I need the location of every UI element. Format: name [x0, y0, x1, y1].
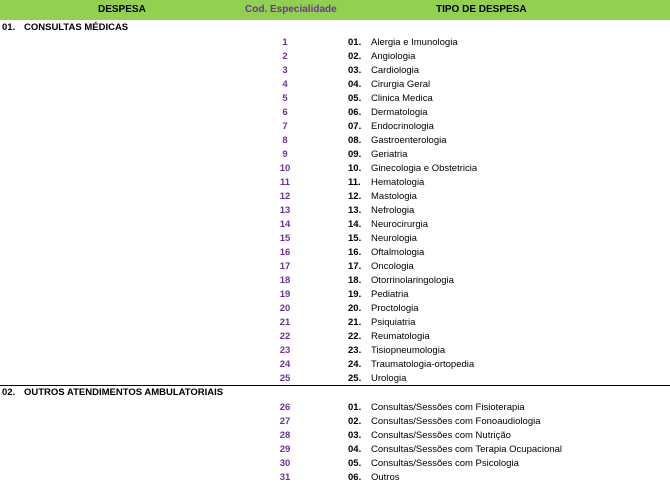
table-row	[0, 330, 670, 344]
specialty-code: 1	[282, 37, 288, 48]
table-row	[0, 204, 670, 218]
section-title	[2, 22, 128, 33]
item-number: 03.	[348, 65, 362, 76]
specialty-code: 24	[279, 359, 291, 370]
item-number: 01.	[348, 402, 362, 413]
specialty-code: 17	[279, 261, 291, 272]
table-row	[0, 232, 670, 246]
item-name: Traumatologia-ortopedia	[371, 359, 475, 370]
item-name: Alergia e Imunologia	[371, 37, 458, 48]
item-name: Consultas/Sessões com Fonoaudiologia	[371, 416, 541, 427]
table-row	[0, 372, 670, 386]
table-row	[0, 302, 670, 316]
specialty-code: 26	[279, 402, 291, 413]
specialty-code: 9	[282, 149, 288, 160]
item-name: Oncologia	[371, 261, 414, 272]
item-name: Cirurgia Geral	[371, 79, 431, 90]
specialty-code: 8	[282, 135, 288, 146]
specialty-code: 3	[282, 65, 288, 76]
item-number: 07.	[348, 121, 362, 132]
table-row	[0, 134, 670, 148]
specialty-code: 21	[279, 317, 291, 328]
item-name: Consultas/Sessões com Fisioterapia	[371, 402, 525, 413]
table-row	[0, 288, 670, 302]
section-number: 01.	[2, 22, 16, 33]
section-separator	[0, 385, 670, 386]
item-name: Consultas/Sessões com Terapia Ocupacional	[371, 444, 562, 455]
item-name: Neurocirurgia	[371, 219, 429, 230]
specialty-code: 12	[279, 191, 291, 202]
item-name: Neurologia	[371, 233, 417, 244]
item-number: 22.	[348, 331, 362, 342]
item-number: 19.	[348, 289, 362, 300]
item-name: Cardiologia	[371, 65, 420, 76]
item-name: Otorrinolaringologia	[371, 275, 454, 286]
header-cod-especialidade: Cod. Especialidade	[245, 4, 337, 15]
section-number: 02.	[2, 387, 16, 398]
table-header	[0, 0, 670, 20]
item-number: 04.	[348, 79, 362, 90]
specialty-code: 22	[279, 331, 291, 342]
specialty-code: 23	[279, 345, 291, 356]
specialty-code: 2	[282, 51, 288, 62]
specialty-code: 14	[279, 219, 291, 230]
item-name: Oftalmologia	[371, 247, 425, 258]
item-name: Pediatria	[371, 289, 409, 300]
table-row	[0, 274, 670, 288]
table-row	[0, 471, 670, 485]
item-number: 24.	[348, 359, 362, 370]
item-name: Dermatologia	[371, 107, 428, 118]
table-row	[0, 401, 670, 415]
item-number: 15.	[348, 233, 362, 244]
item-name: Nefrologia	[371, 205, 415, 216]
table-row	[0, 64, 670, 78]
table-row	[0, 92, 670, 106]
table-row	[0, 190, 670, 204]
item-number: 10.	[348, 163, 362, 174]
specialty-code: 11	[279, 177, 291, 188]
section-title	[2, 387, 223, 398]
specialty-code: 19	[279, 289, 291, 300]
table-row	[0, 50, 670, 64]
item-name: Gastroenterologia	[371, 135, 447, 146]
item-number: 03.	[348, 430, 362, 441]
specialty-code: 13	[279, 205, 291, 216]
item-number: 09.	[348, 149, 362, 160]
specialty-code: 29	[279, 444, 291, 455]
item-name: Proctologia	[371, 303, 419, 314]
item-number: 25.	[348, 373, 362, 384]
item-name: Outros	[371, 472, 400, 483]
specialty-code: 16	[279, 247, 291, 258]
table-row	[0, 457, 670, 471]
item-name: Geriatria	[371, 149, 408, 160]
item-number: 14.	[348, 219, 362, 230]
specialty-code: 10	[279, 163, 291, 174]
table-row	[0, 218, 670, 232]
table-row	[0, 36, 670, 50]
item-number: 23.	[348, 345, 362, 356]
table-row	[0, 148, 670, 162]
item-name: Clinica Medica	[371, 93, 433, 104]
item-number: 17.	[348, 261, 362, 272]
item-name: Mastologia	[371, 191, 417, 202]
item-number: 13.	[348, 205, 362, 216]
item-number: 12.	[348, 191, 362, 202]
specialty-code: 20	[279, 303, 291, 314]
item-number: 05.	[348, 93, 362, 104]
table-row	[0, 443, 670, 457]
header-tipo-despesa: TIPO DE DESPESA	[436, 4, 527, 15]
item-number: 06.	[348, 472, 362, 483]
item-number: 18.	[348, 275, 362, 286]
item-name: Consultas/Sessões com Nutrição	[371, 430, 511, 441]
table-row	[0, 162, 670, 176]
item-name: Reumatologia	[371, 331, 430, 342]
table-row	[0, 176, 670, 190]
table-row	[0, 429, 670, 443]
item-name: Endocrinologia	[371, 121, 434, 132]
item-number: 02.	[348, 51, 362, 62]
section-name: CONSULTAS MÉDICAS	[24, 22, 129, 33]
item-number: 16.	[348, 247, 362, 258]
item-number: 05.	[348, 458, 362, 469]
specialty-code: 7	[282, 121, 288, 132]
item-name: Hematologia	[371, 177, 425, 188]
table-row	[0, 415, 670, 429]
item-number: 01.	[348, 37, 362, 48]
specialty-code: 18	[279, 275, 291, 286]
table-row	[0, 78, 670, 92]
table-row	[0, 106, 670, 120]
table-row	[0, 358, 670, 372]
specialty-code: 6	[282, 107, 288, 118]
item-name: Angiologia	[371, 51, 416, 62]
table-row	[0, 344, 670, 358]
header-despesa: DESPESA	[98, 4, 146, 15]
specialty-code: 5	[282, 93, 288, 104]
table-row	[0, 260, 670, 274]
specialty-code: 30	[279, 458, 291, 469]
item-number: 21.	[348, 317, 362, 328]
specialty-code: 4	[282, 79, 288, 90]
specialty-code: 15	[279, 233, 291, 244]
table-row	[0, 316, 670, 330]
specialty-code: 28	[279, 430, 291, 441]
section-name: OUTROS ATENDIMENTOS AMBULATORIAIS	[24, 387, 224, 398]
item-number: 02.	[348, 416, 362, 427]
item-name: Urologia	[371, 373, 407, 384]
item-number: 06.	[348, 107, 362, 118]
item-number: 11.	[348, 177, 361, 188]
item-number: 20.	[348, 303, 362, 314]
item-name: Ginecologia e Obstetricia	[371, 163, 478, 174]
item-name: Consultas/Sessões com Psicologia	[371, 458, 519, 469]
table-row	[0, 246, 670, 260]
specialty-code: 31	[279, 472, 291, 483]
item-name: Psiquiatria	[371, 317, 416, 328]
table-row	[0, 120, 670, 134]
item-number: 04.	[348, 444, 362, 455]
item-name: Tisiopneumologia	[371, 345, 446, 356]
item-number: 08.	[348, 135, 362, 146]
specialty-code: 27	[279, 416, 291, 427]
specialty-code: 25	[279, 373, 291, 384]
